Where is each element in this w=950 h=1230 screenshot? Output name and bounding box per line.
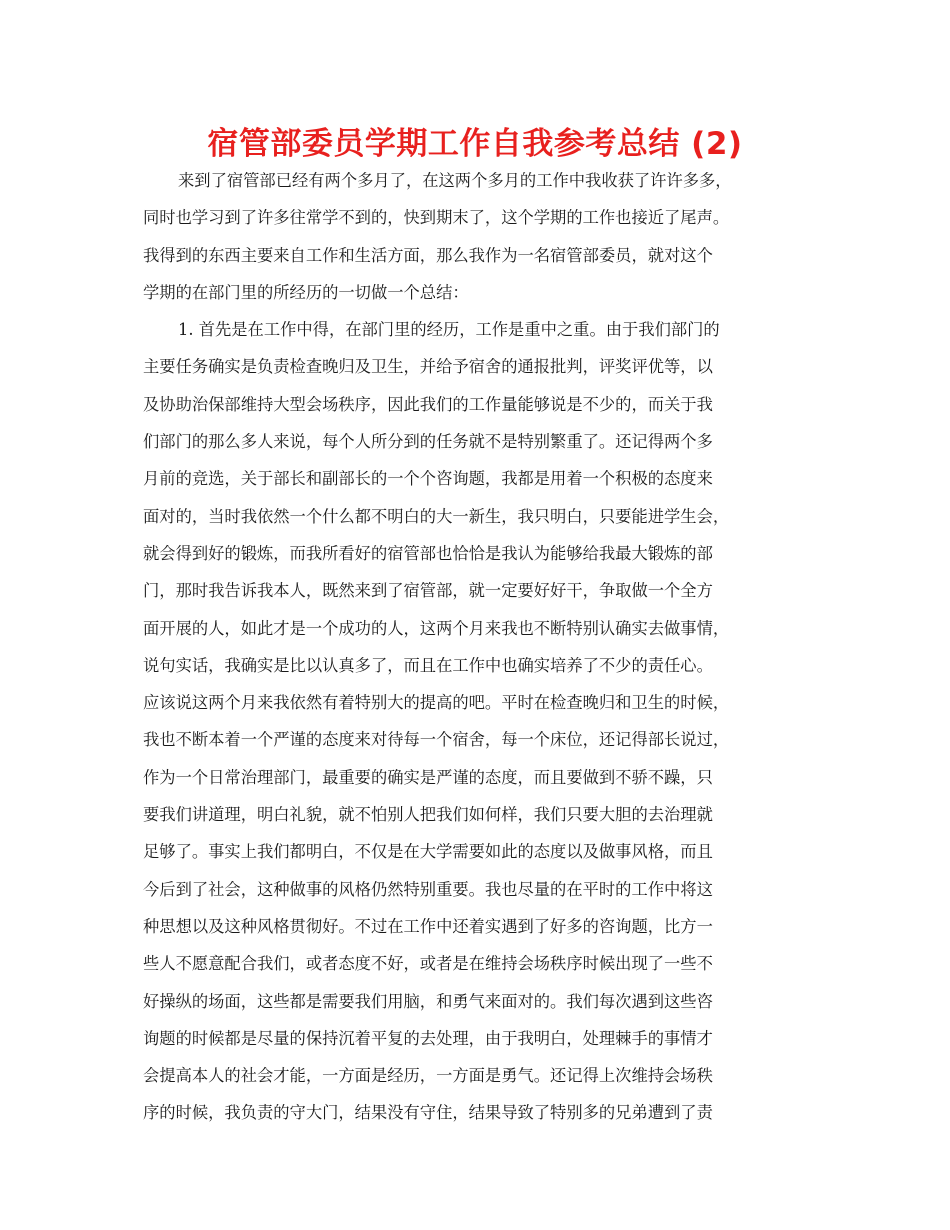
document-body [143, 162, 815, 1132]
text-line: 来到了宿管部已经有两个多月了，在这两个多月的工作中我收获了许许多多， [178, 171, 732, 190]
text-line: 同时也学习到了许多往常学不到的，快到期末了，这个学期的工作也接近了尾声。 [143, 208, 730, 228]
text-line: 要我们讲道理，明白礼貌，就不怕别人把我们如何样，我们只要大胆的去治理就 [143, 805, 713, 825]
text-line: 我得到的东西主要来自工作和生活方面，那么我作为一名宿管部委员，就对这个 [143, 245, 713, 265]
text-line: 应该说这两个月来我依然有着特别大的提高的吧。平时在检查晚归和卫生的时候， [143, 693, 730, 713]
text-line: 及协助治保部维持大型会场秩序，因此我们的工作量能够说是不少的，而关于我 [143, 394, 713, 414]
text-line: 作为一个日常治理部门，最重要的确实是严谨的态度，而且要做到不骄不躁，只 [143, 767, 713, 787]
text-line: 主要任务确实是负责检查晚归及卫生，并给予宿舍的通报批判，评奖评优等，以 [143, 357, 713, 377]
paragraph [143, 311, 815, 1132]
text-line: 足够了。事实上我们都明白，不仅是在大学需要如此的态度以及做事风格，而且 [143, 842, 713, 862]
text-line: 说句实话，我确实是比以认真多了，而且在工作中也确实培养了不少的责任心。 [143, 655, 713, 675]
text-line: 我也不断本着一个严谨的态度来对待每一个宿舍，每一个床位，还记得部长说过， [143, 730, 730, 750]
text-line: 序的时候，我负责的守大门，结果没有守住，结果导致了特别多的兄弟遭到了责 [143, 1103, 713, 1123]
text-line: 就会得到好的锻炼，而我所看好的宿管部也恰恰是我认为能够给我最大锻炼的部 [143, 543, 713, 563]
text-line: 会提高本人的社会才能，一方面是经历，一方面是勇气。还记得上次维持会场秩 [143, 1066, 713, 1086]
text-line: 学期的在部门里的所经历的一切做一个总结： [143, 282, 469, 302]
text-line: 面开展的人，如此才是一个成功的人，这两个月来我也不断特别认确实去做事情， [143, 618, 730, 638]
text-line: 好操纵的场面，这些都是需要我们用脑，和勇气来面对的。我们每次遇到这些咨 [143, 991, 713, 1011]
text-line: 些人不愿意配合我们，或者态度不好，或者是在维持会场秩序时候出现了一些不 [143, 954, 713, 974]
paragraph [143, 162, 815, 311]
text-line: 询题的时候都是尽量的保持沉着平复的去处理，由于我明白，处理棘手的事情才 [143, 1028, 713, 1048]
text-line: 门，那时我告诉我本人，既然来到了宿管部，就一定要好好干，争取做一个全方 [143, 581, 713, 601]
text-line: 们部门的那么多人来说，每个人所分到的任务就不是特别繁重了。还记得两个多 [143, 432, 713, 452]
text-line: 1. 首先是在工作中得，在部门里的经历，工作是重中之重。由于我们部门的 [178, 320, 720, 340]
document-title: 宿管部委员学期工作自我参考总结 (2) [207, 126, 743, 162]
text-line: 今后到了社会，这种做事的风格仍然特别重要。我也尽量的在平时的工作中将这 [143, 879, 713, 899]
text-line: 种思想以及这种风格贯彻好。不过在工作中还着实遇到了好多的咨询题，比方一 [143, 916, 713, 936]
text-line: 月前的竞选，关于部长和副部长的一个个咨询题，我都是用着一个积极的态度来 [143, 469, 713, 489]
text-line: 面对的，当时我依然一个什么都不明白的大一新生，我只明白，只要能进学生会， [143, 506, 730, 526]
